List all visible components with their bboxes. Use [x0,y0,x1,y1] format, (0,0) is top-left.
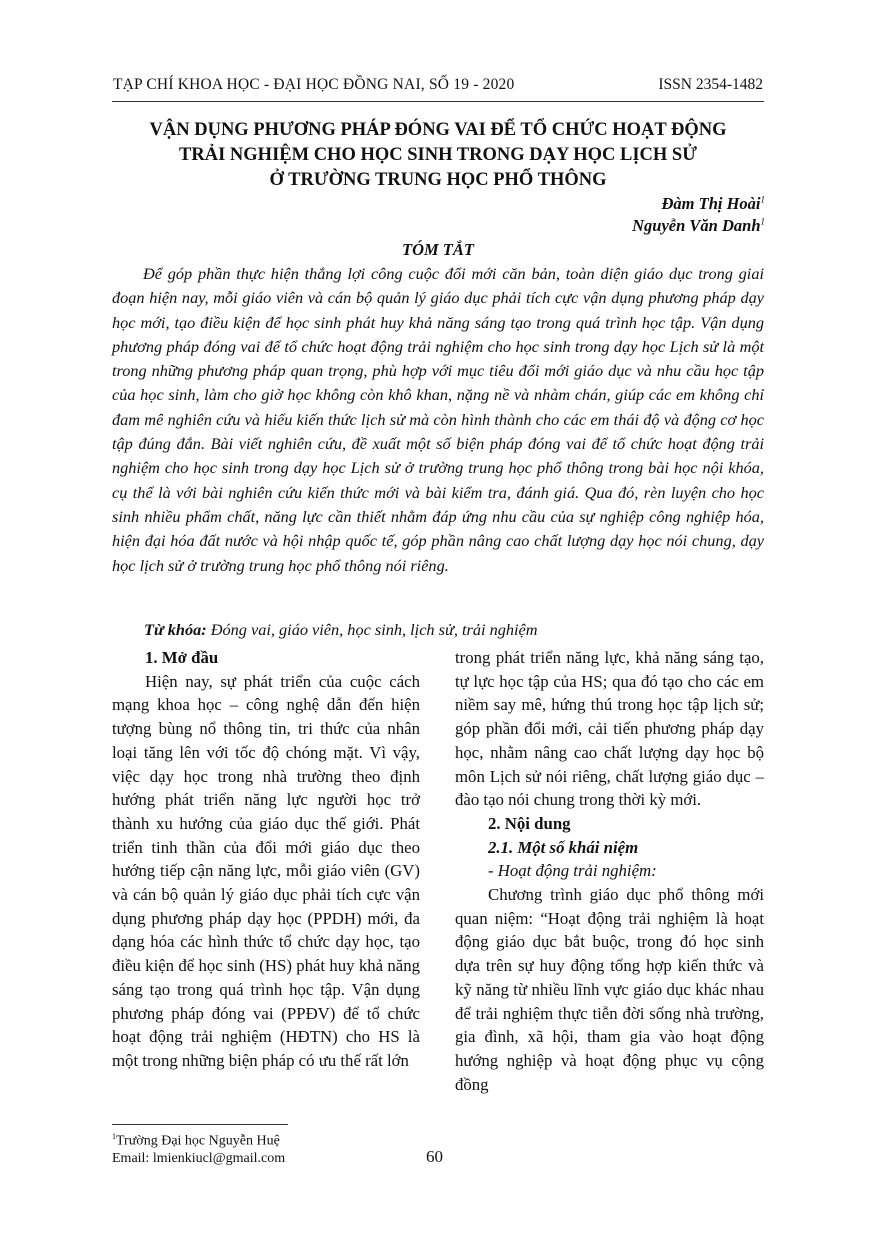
abstract-text: Để góp phần thực hiện thắng lợi công cuộc đổi mới căn bản, toàn diện giáo dục trong giai đoạn hiện nay, mỗi giáo viên và cán bộ quản lý giáo dục phải tích cực vận dụng phương pháp dạy học mới, tạo điều kiện để học sinh phát huy khả năng sáng tạo trong quá trình học tập. Vận dụng phương pháp đóng vai để tổ chức hoạt động trải nghiệm cho học sinh trong dạy học Lịch sử là một trong những phương pháp quan trọng, phù hợp với mục tiêu đổi mới giáo dục và nhu cầu học tập của học sinh, làm cho giờ học không còn khô khan, nặng nề và nhàm chán, giúp các em không chỉ đam mê nghiên cứu và hiểu kiến thức lịch sử mà còn hình thành cho các em thái độ và động cơ học tập đúng đắn. Bài viết nghiên cứu, đề xuất một số biện pháp đóng vai để tổ chức hoạt động trải nghiệm cho học sinh trong dạy học Lịch sử ở trường trung học phổ thông trong bài học nội khóa, cụ thể là với bài nghiên cứu kiến thức mới và bài kiểm tra, đánh giá. Qua đó, rèn luyện cho học sinh nhiều phẩm chất, năng lực cần thiết nhằm đáp ứng nhu cầu của sự nghiệp công nghiệp hóa, hiện đại hóa đất nước và hội nhập quốc tế, góp phần nâng cao chất lượng dạy học nói chung, dạy học lịch sử ở trường trung học phổ thông nói riêng. [112,264,764,575]
subsection-heading: 2.1. Một số khái niệm [488,837,639,857]
footnote-rule [112,1124,288,1125]
footnote-affiliation: $^1$Trường Đại học Nguyễn Huệ [112,1132,280,1149]
author-mark: 1 [760,194,765,205]
author-1 [661,194,765,214]
author-name: Đàm Thị Hoài [661,194,761,213]
journal-header: TẠP CHÍ KHOA HỌC - ĐẠI HỌC ĐỒNG NAI, SỐ 19 - 2020 [113,76,515,93]
keywords [144,620,764,640]
footnote-mark: 1 [112,1132,116,1141]
title-line: VẬN DỤNG PHƯƠNG PHÁP ĐÓNG VAI ĐỂ TỔ CHỨC HOẠT ĐỘNG [149,120,727,140]
keywords-label: Từ khóa: [144,620,207,639]
footnote-email: Email: lmienkiucl@gmail.com [112,1150,286,1166]
section-heading: 1. Mở đầu [145,648,219,667]
paragraph: Hiện nay, sự phát triển của cuộc cách mạng khoa học – công nghệ dẫn đến hiện tượng bùng nổ thông tin, tri thức của nhân loại tăng lên với tốc độ chóng mặt. Vì vậy, việc dạy học trong nhà trường theo định hướng phát triển năng lực người học trở thành xu hướng của giáo dục thế giới. Phát triển tinh thần của đổi mới giáo dục theo hướng tiếp cận năng lực, mỗi giáo viên (GV) và cán bộ quản lý giáo dục phải tích cực vận dụng phương pháp dạy học (PPDH) mới, đa dạng hóa các hình thức tổ chức dạy học, tạo điều kiện để học sinh (HS) phát huy khả năng sáng tạo trong quá trình học tập. Vận dụng phương pháp đóng vai (PPĐV) để tổ chức hoạt động trải nghiệm (HĐTN) cho HS là một trong những biện pháp có ưu thế rất lớn [112,671,420,1070]
section-heading: 2. Nội dung [488,813,571,833]
paragraph: Chương trình giáo dục phổ thông mới quan niệm: “Hoạt động trải nghiệm là hoạt động giáo dục bắt buộc, trong đó học sinh dựa trên sự huy động tổng hợp kiến thức và kỹ năng từ nhiều lĩnh vực giáo dục khác nhau để trải nghiệm thực tiễn đời sống nhà trường, gia đình, xã hội, tham gia vào hoạt động hướng nghiệp và hoạt động phục vụ cộng đồng [455,885,764,1094]
left-column [112,646,420,1073]
right-column [455,646,764,1096]
author-2 [632,216,765,236]
issn: ISSN 2354-1482 [658,76,763,93]
title-line: Ở TRƯỜNG TRUNG HỌC PHỔ THÔNG [269,170,607,190]
title-line: TRẢI NGHIỆM CHO HỌC SINH TRONG DẠY HỌC LỊCH SỬ [179,145,697,165]
concept-heading: - Hoạt động trải nghiệm: [488,861,657,881]
article-title [112,118,764,193]
author-name: Nguyễn Văn Danh [632,216,761,235]
abstract-heading: TÓM TẮT [402,240,474,259]
author-mark: 1 [760,216,765,227]
paragraph: trong phát triển năng lực, khả năng sáng tạo, tự lực học tập của HS; qua đó tạo cho các em niềm say mê, hứng thú trong học tập lịch sử; góp phần đổi mới, cải tiến phương pháp dạy học, nhằm nâng cao chất lượng dạy học bộ môn Lịch sử nói riêng, chất lượng giáo dục – đào tạo nói chung trong thời kỳ mới. [455,648,764,810]
header-rule [112,101,764,102]
page-number: 60 [426,1147,443,1166]
footnote [112,1128,285,1167]
keywords-list: Đóng vai, giáo viên, học sinh, lịch sử, trải nghiệm [210,620,538,639]
